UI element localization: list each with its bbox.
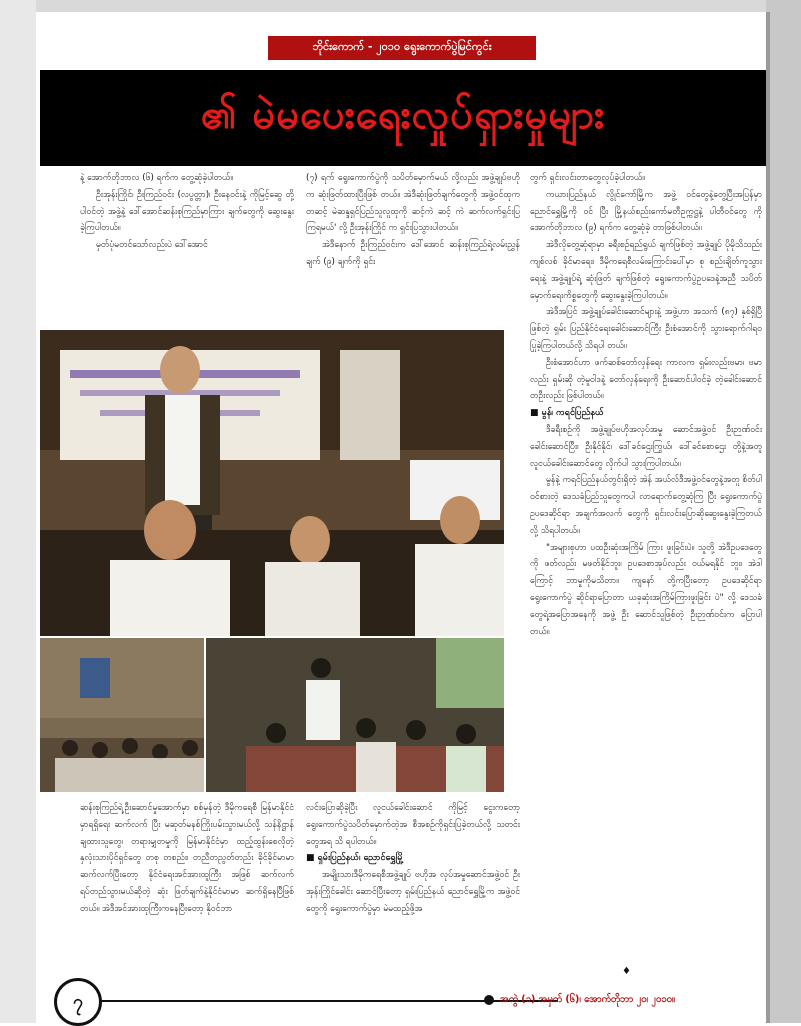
paragraph: မှတ်ပုံမတင်သော်လည်းပဲ ဒေါ်အောင် xyxy=(96,240,208,251)
page-border-right xyxy=(766,0,801,1023)
paragraph: ကယားပြည်နယ် လွိုင်ကော်မြို့က အဖွဲ့ ဝင်တွေနဲ့တွေ့ပြီးအပြန်မှာ ညောင်ရွှေမြို့ကို ဝင် ပြီး မြို့နယ်စည်းကော်မတီဥက္ကဋ္ဌနဲ့ ပါတီဝင်တွေ ကို အောက်တိုဘာလ (၉) ရက်က တွေ့ဆုံခဲ့ တာဖြစ်ပါတယ်။ xyxy=(530,189,762,234)
column-1-top xyxy=(80,170,294,254)
members-photo-illustration xyxy=(206,638,504,792)
audience-photo xyxy=(40,638,204,792)
column-1-bottom xyxy=(80,800,294,918)
meeting-photo xyxy=(40,330,504,636)
column-3 xyxy=(530,170,762,640)
paragraph: နဲ့ အောက်တိုဘာလ (၆) ရက်က တွေ့ဆုံခဲ့ပါတယ်။ xyxy=(80,173,233,183)
headline: ၏ မဲမပေးရေးလှုပ်ရှားမှုများ xyxy=(40,70,766,166)
page-shadow xyxy=(766,12,770,1023)
audience-photo-illustration xyxy=(40,638,204,792)
paragraph: ဦးအုန်းကြိုင်၊ ဦးကြည်ဝင်း (လပွတ္တာ)၊ ဦးနေဝင်းနဲ့ ကိုမြင့်ဆွေ တို့ ပါဝင်တဲ့ အဖွဲ့နဲ့ ဒေါ်အောင်ဆန်းစုကြည်မှာကြား ချက်တွေကို ဆွေးနွေးခဲ့ကြပါတယ်။ xyxy=(80,189,294,234)
paragraph: လင်းပြောဆိုခဲ့ပြီး လူငယ်ခေါင်းဆောင် ကိုမြင့် ငွေးကတော့ ရွေးကောက်ပွဲသပိတ်မှောက်တဲ့အ စီအစဉ်ကိုရှင်းပြခဲ့တယ်လို့ သတင်းတွေအရ သိ ရပါတယ်။ xyxy=(306,803,520,847)
issue-info: အတွဲ (၁) အမှတ် (၆)၊ အောက်တိုဘာ ၂၀၊ ၂၀၁၀။ xyxy=(500,994,675,1005)
page-number: ၇ xyxy=(54,978,102,1026)
members-photo xyxy=(206,638,504,792)
paragraph: "အများစုဟာ ပထဦးဆုံးအကြိမ် ကြား ဖူးခြင်းပဲ။ သူတို့ အဲဒီဥပဒေတွေကို ဖတ်လည်း မဖတ်နိုင်ဘူး၊ ဥပဒေစာအုပ်လည်း ဝယ်မရနိုင် ဘူး၊ အဲဒါကြောင့် ဘာမှုကိုမသိတာ။ ကျနော် တို့ကပြီးတော့ ဥပဒေဆိုင်ရာ ရွေးကောက်ပွဲ ဆိုင်ရာပြောတာ ယခုဆုံးအကြိမ်ကြားဖူးခြင်း ပဲ" လို့ ဒေသခံတွေရဲ့အပြောအနေကို အဖွဲ့ ဦး ဆောင်သူဖြစ်တဲ့ ဦးဉာဏ်ဝင်းက ပြောပါတယ်။ xyxy=(530,542,762,637)
page-border-top xyxy=(0,0,801,12)
paragraph: ဒီခရီးစဉ်ကို အဖွဲ့ချုပ်ဗဟိုအလုပ်အမှု ဆောင်အဖွဲ့ဝင် ဦးဉာဏ်ဝင်းခေါင်းဆောင်ပြီး၊ ဦးနိုင်နိုင်၊ ဒေါ်ခင်ဌေးကြွယ်၊ ဒေါ်ခင်စောဌေး တို့နဲ့အတူ လူငယ်ခေါင်းဆောင်တွေ လိုက်ပါ သွားကြပါတယ်။ xyxy=(530,424,762,469)
paragraph: အဲဒီလိုတွေ့ဆုံရာမှာ ခရီးစဉ်ရည်ရွယ် ချက်ဖြစ်တဲ့ အဖွဲ့ချုပ် ပိုမိုသိသည်းကျစ်လစ် ခိုင်မာရေး၊ ဒီမိုကရေစီလမ်းကြောင်းပေါ်မှာ စု စည်းချိတ်ကူသွားရေးနဲ့ အဖွဲ့ချုပ်ရဲ့ ဆုံးဖြတ် ချက်ဖြစ်တဲ့ ရွေးကောက်ပွဲဥပဒေနဲ့အညီ သပိတ် မှောက်ရေးကိစ္စတွေကို ဆွေးနွေးခဲ့ကြပါတယ်။ xyxy=(530,240,762,301)
column-2-bottom xyxy=(306,800,520,918)
paragraph: မွန်နဲ့ ကရင်ပြည်နယ်တွင်းရှိတဲ့ အဲန် အယ်လ်ဒီအဖွဲ့ဝင်တွေနဲ့အတူ စိတ်ပါဝင်စားတဲ့ ဒေသခံပြည်သူတွေကပါ လာရောက်တွေ့ဆုံကြ ပြီး ရွေးကောက်ပွဲဥပဒေဆိုင်ရာ အချက်အလက် တွေကို ရှင်းလင်းပြောဆိုဆွေးနွေးခဲ့ကြတယ်လို့ သိရပါတယ်။ xyxy=(530,475,762,536)
page-border-left xyxy=(0,0,36,1023)
end-marker: ♦ xyxy=(622,966,631,977)
paragraph: (၇) ရက် ရွေးကောက်ပွဲကို သပိတ်မှောက်မယ် လို့လည်း အဖွဲ့ချုပ်ဗဟိုက ဆုံးဖြတ်ထားပြီးဖြစ် တယ်။ အဲဒီဆုံးဖြတ်ချက်တွေကို အဖွဲ့ဝင်ထုက တဆင့် မဲဆန္ဒရှင်ပြည်သူလူထုကို ဆင့်ကဲ ဆင့် ကဲ ဆက်လက်ရှင်းပြကြရမယ်' လို့ ဦးအုန်းကြိုင် က ရှင်းပြသွားပါတယ်။ xyxy=(306,173,520,234)
paragraph: တွက် ရှင်းလင်းတာတွေလုပ်ခဲ့ပါတယ်။ xyxy=(530,173,645,183)
paragraph: အဲဒီအပြင် အဖွဲ့ချုပ်ခေါင်းဆောင်များနဲ့ အဖွဲ့ဟာ အသက် (၈၇) နှစ်ရှိပြီဖြစ်တဲ့ ရှမ်း ပြည်နိုင်ငံရေးခေါင်းဆောင်ကြီး ဦးစံအောင်ကို သွားရောက်ဂါရဝပြုခဲ့ကြပါတယ်လို့ သိရပါ တယ်။ xyxy=(530,307,762,351)
paragraph: အဲဒီနောက် ဦးကြည်ဝင်းက ဒေါ်အောင် ဆန်းစုကြည်ရဲ့လမ်းညွှန်ချက် (၉) ချက်ကို ရှင်း xyxy=(306,240,520,267)
subheading: ■ ရှမ်းပြည်နယ်၊ ညောင်ရွှေမြို့ xyxy=(306,853,404,864)
paragraph: အမျိုးသားဒီမိုကရေစီအဖွဲ့ချုပ် ဗဟိုအ လုပ်အမှုဆောင်အဖွဲ့ဝင် ဦးအုန်းကြိုင်ခေါင်း ဆောင်ပြီးတော့ ရှမ်းပြည်နယ် ညောင်ရွှေမြို့က အဖွဲ့ဝင်တွေကို ရွေးကောက်ပွဲမှာ မဲမထည့်ဖို့အ xyxy=(306,870,520,914)
column-2-top xyxy=(306,170,520,271)
subheading: ■ မွန်၊ ကရင်ပြည်နယ် xyxy=(530,408,604,419)
section-label: ဘိုင်းကောက် - ၂၀၁၀ ရွေးကောက်ပွဲမြင်ကွင်း xyxy=(268,36,536,60)
paragraph: ဆန်းစုကြည်ရဲ့ဦးဆောင်မှုအောက်မှာ စစ်မှန်တဲ့ ဒီမိုကရေစီ မြန်မာနိုင်ငံမှာရရှိရေး ဆက်လက် ပြီး မဆုတ်မနစ်ကြိုးပမ်းသွားမယ်လို့ သန်နိဋ္ဌာန် ချထားသူတွေ၊ တရားမျှတမှုကို မြန်မာနိုင်ငံမှာ ထည့်ထွန်းစေလိုတဲ့ နှလုံးသားပိုင်ရှင်တွေ တစု တစည်း၊ တညီတညွတ်တည်း ခိုင်ခိုင်မာမာ ဆက်လက်ပြီးတော့ နိုင်ငံရေးအင်အားထူကြီး အဖြစ် ဆက်လက်ရပ်တည်သွားမယ်ဆိုတဲ့ ဆုံး ဖြတ်ချက်နဲ့နိုင်ငံမာမာ ဆက်ရှိနေပြီဖြစ်တယ်။ အဲဒီအင်အားထုကြီးကနေပြီးတော့ နိုဝင်ဘာ xyxy=(80,803,294,914)
paragraph: ဦးစံအောင်ဟာ ဖက်ဆစ်တော်လှန်ရေး ကာလက ရှမ်းလည်းဗမာ၊ ဗမာလည်း ရှမ်းဆို တဲ့မူဝါဒနဲ့ တော်လှန်ရေးကို ဦးဆောင်ပါဝင်ခဲ့ တဲ့ခေါင်းဆောင်တဦးလည်း ဖြစ်ပါတယ်။ xyxy=(530,357,762,402)
meeting-photo-illustration xyxy=(40,330,504,636)
footer-bullet xyxy=(484,995,494,1005)
